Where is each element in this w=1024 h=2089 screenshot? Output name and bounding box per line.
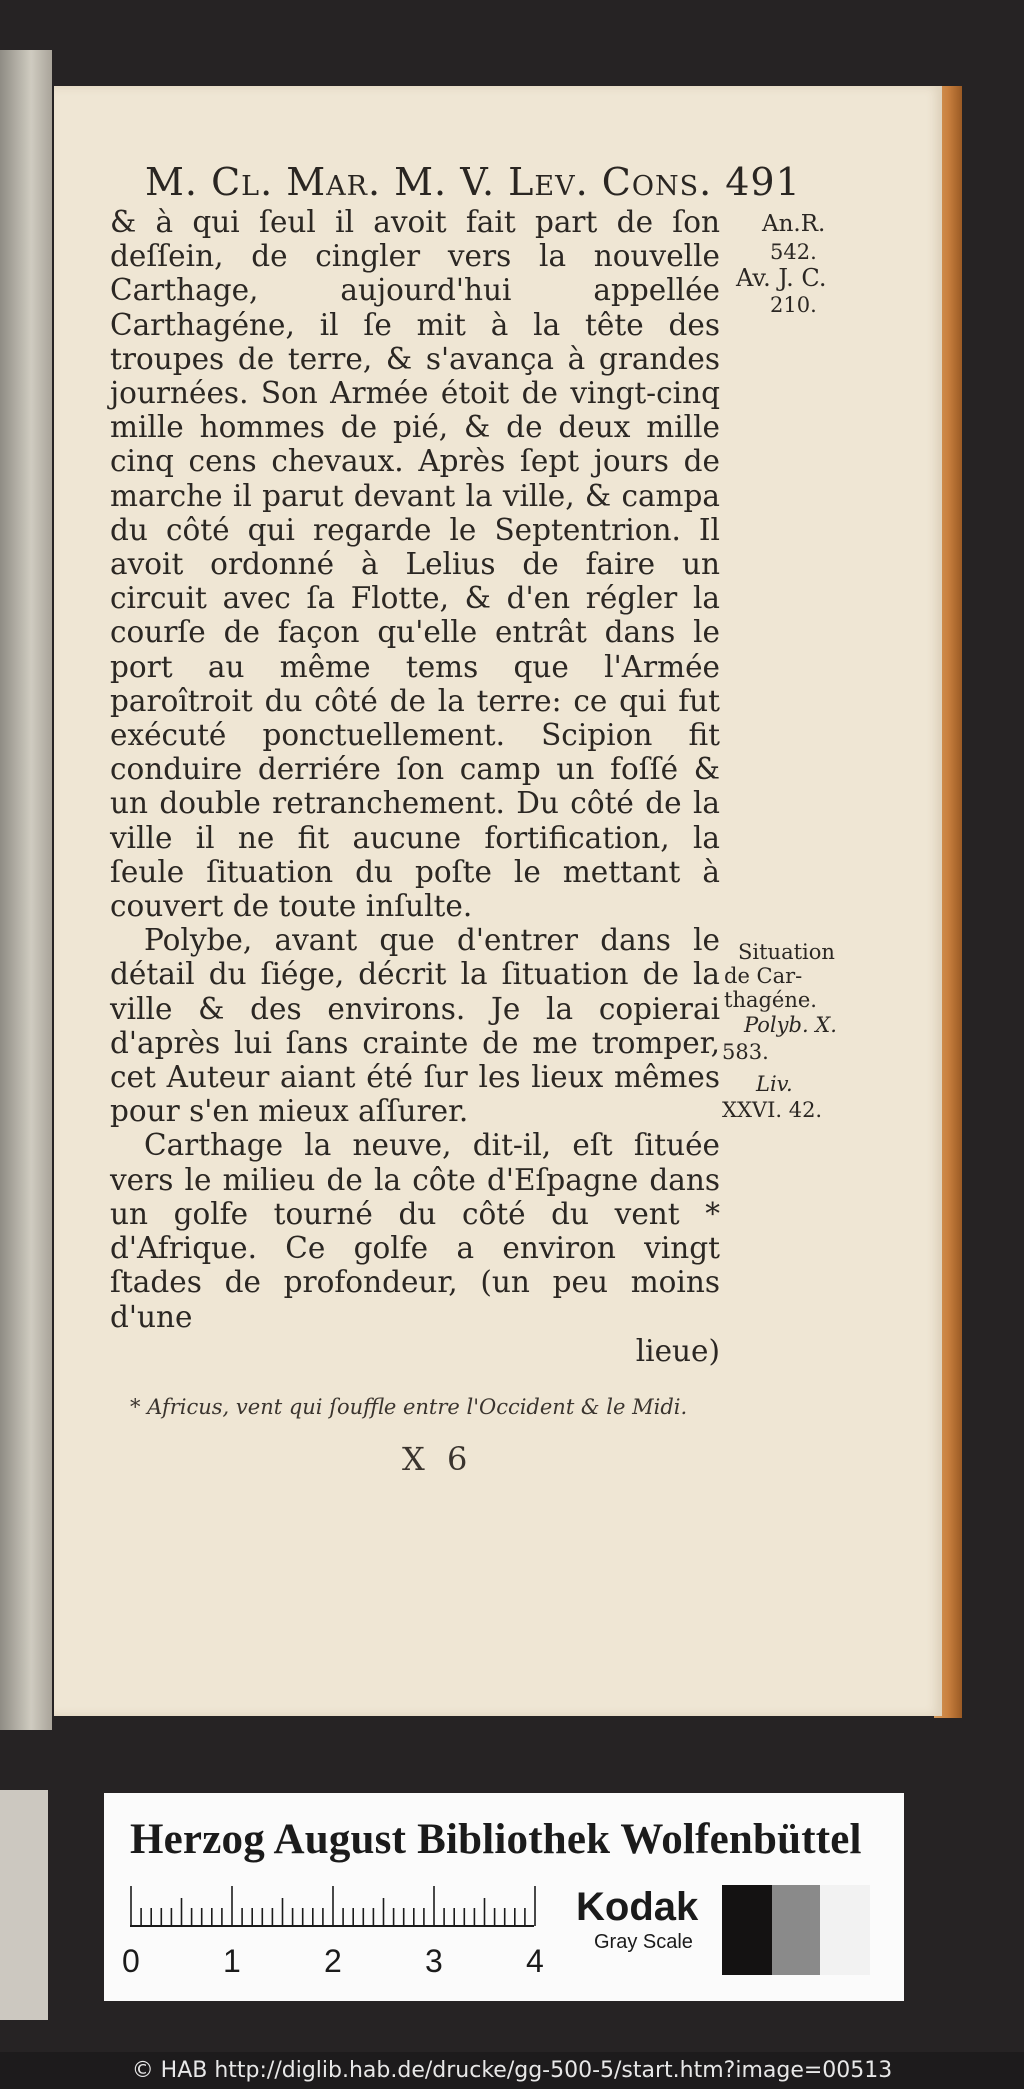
ruler-number-4: 4 bbox=[526, 1943, 544, 1979]
margin-situation-3: thagéne. bbox=[724, 988, 817, 1012]
left-page-edge bbox=[0, 50, 52, 1730]
left-card-edge bbox=[0, 1790, 48, 2020]
ruler-number-1: 1 bbox=[223, 1943, 241, 1979]
measurement-ruler bbox=[130, 1883, 550, 1927]
ruler-numbers bbox=[122, 1943, 562, 1983]
ruler-number-0: 0 bbox=[122, 1943, 140, 1979]
margin-ref-livy: Liv. bbox=[756, 1072, 793, 1096]
copyright-footer: © HAB http://diglib.hab.de/drucke/gg-500-5/start.htm?image=00513 bbox=[0, 2052, 1024, 2089]
catchword: lieue) bbox=[635, 1333, 720, 1368]
kodak-logo: Kodak bbox=[576, 1885, 699, 1929]
margin-year-bc-num: 210. bbox=[770, 293, 817, 317]
signature-mark: X 6 bbox=[402, 1440, 474, 1478]
footnote: * Africus, vent qui ſouffle entre l'Occident & le Midi. bbox=[130, 1395, 688, 1419]
paragraph-2: Polybe, avant que d'entrer dans le détail du ſiége, décrit la ſituation de la ville & des environs. Je la copierai d'après lui ſans crainte de me tromper, cet Auteur aiant été ſur les lieux mêmes pour s'en mieux aſſurer. bbox=[110, 923, 720, 1129]
ruler-number-2: 2 bbox=[324, 1943, 342, 1979]
margin-year-rome-num: 542. bbox=[770, 240, 817, 264]
paragraph-1: & à qui ſeul il avoit fait part de ſon deſſein, de cingler vers la nouvelle Carthage, aujourd'hui appellée Carthagéne, il ſe mit à la tête des troupes de terre, & s'avança à grandes journées. Son Armée étoit de vingt-cinq mille hommes de pié, & de deux mille cinq cens chevaux. Après ſept jours de marche il parut devant la ville, & campa du côté qui regarde le Septentrion. Il avoit ordonné à Lelius de faire un circuit avec ſa Flotte, & d'en régler la courſe de façon qu'elle entrât dans le port au même tems que l'Armée paroîtroit du côté de la terre: ce qui fut exécuté ponctuellement. Scipion fit conduire derriére ſon camp un foſſé & un double retranchement. Du côté de la ville il ne fit aucune fortification, la ſeule ſituation du poſte le mettant à couvert de toute inſulte. bbox=[110, 205, 720, 924]
running-header: M. Cl. Mar. M. V. Lev. Cons. 491 bbox=[145, 160, 801, 204]
library-name: Herzog August Bibliothek Wolfenbüttel bbox=[130, 1816, 862, 1863]
margin-situation-1: Situation bbox=[738, 940, 835, 964]
swatch-white bbox=[820, 1885, 870, 1975]
gray-scale-label: Gray Scale bbox=[594, 1931, 693, 1953]
margin-ref-page: 583. bbox=[722, 1040, 769, 1064]
paragraph-3: Carthage la neuve, dit-il, eſt ſituée vers le milieu de la côte d'Eſpagne dans un golfe tourné du côté du vent * d'Afrique. Ce golfe a environ vingt ſtades de profondeur, (un peu moins d'une bbox=[110, 1128, 720, 1334]
margin-year-rome: An.R. bbox=[762, 211, 826, 237]
body-text bbox=[110, 205, 720, 1368]
margin-year-bc: Av. J. C. bbox=[736, 264, 827, 292]
ruler-number-3: 3 bbox=[425, 1943, 443, 1979]
swatch-black bbox=[722, 1885, 772, 1975]
margin-ref-livy-num: XXVI. 42. bbox=[722, 1098, 823, 1122]
color-calibration-card bbox=[104, 1793, 904, 2001]
swatch-gray bbox=[772, 1885, 820, 1975]
margin-situation-2: de Car- bbox=[724, 964, 803, 988]
margin-ref-polybe: Polyb. X. bbox=[744, 1013, 837, 1037]
